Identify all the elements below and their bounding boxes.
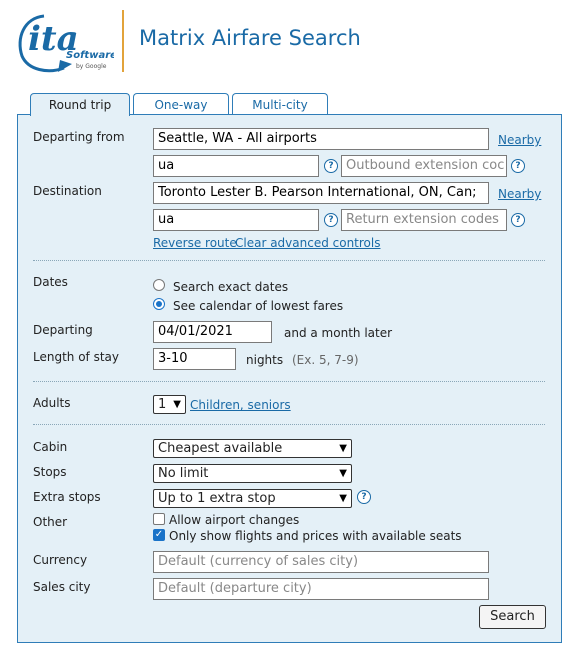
nearby-link-departing[interactable]: Nearby: [498, 133, 542, 147]
reverse-route-link[interactable]: Reverse route: [153, 236, 237, 250]
extra-stops-label: Extra stops: [33, 490, 101, 504]
dates-label: Dates: [33, 275, 68, 289]
destination-input[interactable]: Toronto Lester B. Pearson International, ON, Can;: [153, 182, 489, 204]
cabin-value: Cheapest available: [158, 441, 283, 456]
ita-software-logo: [14, 8, 114, 76]
app-title: Matrix Airfare Search: [139, 26, 361, 50]
help-icon[interactable]: ?: [357, 490, 371, 504]
other-label: Other: [33, 515, 68, 529]
chevron-down-icon: ▼: [173, 399, 181, 410]
exact-dates-label: Search exact dates: [173, 280, 289, 294]
logo-text: ita: [28, 19, 79, 59]
length-of-stay-label: Length of stay: [33, 350, 119, 364]
search-button[interactable]: Search: [479, 605, 546, 629]
adults-select[interactable]: [153, 395, 186, 414]
adults-label: Adults: [33, 396, 71, 410]
sales-city-input[interactable]: Default (departure city): [153, 578, 489, 600]
chevron-down-icon: ▼: [339, 443, 347, 454]
extra-stops-value: Up to 1 extra stop: [158, 491, 276, 506]
stops-value: No limit: [158, 466, 209, 481]
allow-airport-changes-label: Allow airport changes: [169, 513, 300, 527]
extra-stops-select[interactable]: [153, 489, 352, 508]
section-divider: [33, 424, 545, 425]
departing-from-label: Departing from: [33, 130, 125, 144]
allow-airport-changes-checkbox[interactable]: [153, 513, 165, 525]
departing-date-suffix: and a month later: [284, 326, 393, 340]
logo-by: by Google: [76, 63, 107, 70]
tab-round-trip[interactable]: Round trip: [30, 93, 130, 116]
sales-city-label: Sales city: [33, 580, 91, 594]
help-icon[interactable]: ?: [324, 159, 338, 173]
cabin-select[interactable]: [153, 439, 352, 458]
outbound-airline-input[interactable]: ua: [153, 155, 319, 177]
radio-exact-dates[interactable]: [153, 279, 165, 291]
cabin-label: Cabin: [33, 440, 68, 454]
stops-select[interactable]: [153, 464, 352, 483]
outbound-extension-input[interactable]: Outbound extension coc: [341, 155, 507, 177]
section-divider: [33, 381, 545, 382]
chevron-down-icon: ▼: [339, 468, 347, 479]
section-divider: [33, 260, 545, 261]
tab-multi-city[interactable]: Multi-city: [232, 93, 328, 115]
departing-date-label: Departing: [33, 323, 93, 337]
departing-date-input[interactable]: 04/01/2021: [153, 321, 272, 343]
currency-input[interactable]: Default (currency of sales city): [153, 551, 489, 573]
nearby-link-destination[interactable]: Nearby: [498, 187, 542, 201]
logo-sub: Software: [66, 50, 114, 61]
return-extension-input[interactable]: Return extension codes: [341, 209, 507, 231]
radio-calendar[interactable]: [153, 298, 165, 310]
chevron-down-icon: ▼: [339, 493, 347, 504]
help-icon[interactable]: ?: [511, 213, 525, 227]
children-seniors-link[interactable]: Children, seniors: [190, 398, 291, 412]
destination-label: Destination: [33, 184, 102, 198]
help-icon[interactable]: ?: [511, 159, 525, 173]
only-available-checkbox[interactable]: ✓: [154, 529, 164, 540]
clear-advanced-link[interactable]: Clear advanced controls: [235, 236, 381, 250]
stops-label: Stops: [33, 465, 67, 479]
length-of-stay-input[interactable]: 3-10: [153, 348, 236, 370]
currency-label: Currency: [33, 553, 88, 567]
nights-label: nights: [246, 353, 284, 367]
header-divider: [122, 10, 124, 72]
calendar-label: See calendar of lowest fares: [173, 299, 344, 313]
stay-example: (Ex. 5, 7-9): [292, 353, 359, 367]
only-available-label: Only show flights and prices with available seats: [169, 529, 462, 543]
tab-one-way[interactable]: One-way: [133, 93, 229, 115]
adults-value: 1: [158, 397, 167, 412]
departing-from-input[interactable]: Seattle, WA - All airports: [153, 128, 489, 150]
help-icon[interactable]: ?: [324, 213, 338, 227]
return-airline-input[interactable]: ua: [153, 209, 319, 231]
